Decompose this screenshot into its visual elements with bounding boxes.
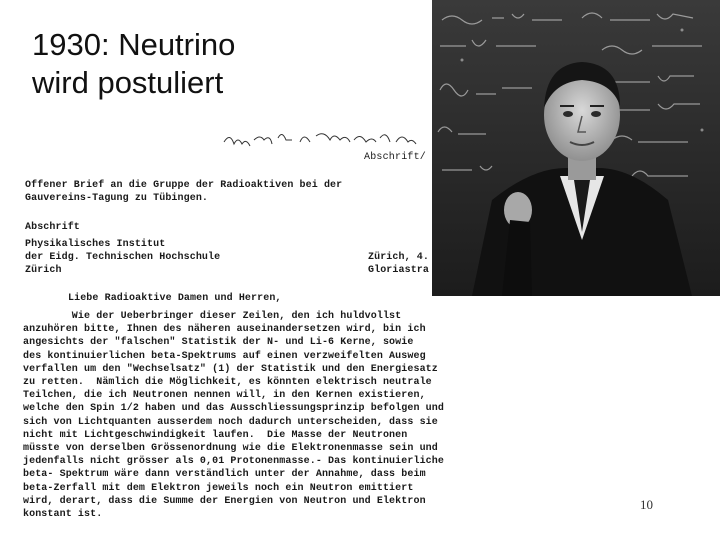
portrait-photo (432, 0, 720, 296)
letter-salutation: Liebe Radioaktive Damen und Herren, (68, 293, 282, 304)
slide-title (32, 26, 362, 102)
slide-title-line-1: 1930: Neutrino (32, 27, 236, 62)
page-number: 10 (640, 497, 653, 512)
slide-title-line-2: wird postuliert (32, 65, 224, 100)
letter-institute-address: Physikalisches Institut der Eidg. Technischen Hochschule Zürich (25, 239, 221, 276)
letter-document (0, 124, 470, 534)
letter-place-date: Zürich, 4. Gloriastra (368, 252, 430, 276)
letter-header: Offener Brief an die Gruppe der Radioaktiven bei der Gauvereins-Tagung zu Tübingen. (25, 180, 343, 204)
letter-body: Wie der Ueberbringer dieser Zeilen, den ich huldvollst anzuhören bitte, Ihnen des näheren auseinandersetzen wird, bin ich angesichts der "falschen" Statistik der N- und Li-6 Kerne, sowie des kontinuierlichen beta-Spektrums auf einen verzweifelten Ausweg verfallen um den "Wechselsatz" (1) der Statistik und den Energiesatz zu retten. Nämlich die Möglichkeit, es könnten elektrisch neutrale Teilchen, die ich Neutronen nennen will, in den Kernen existieren, welche den Spin 1/2 haben und das Ausschliessungsprinzip befolgen und sich von Lichtquanten ausserdem noch dadurch unterscheiden, dass sie nicht mit Lichtgeschwindigkeit laufen. Die Masse der Neutronen müsste von derselben Grössenordnung wie die Elektronenmasse sein und jedenfalls nicht grösser als 0,01 Protonenmasse.- Das kontinuierliche beta- Spektrum wäre dann verständlich unter der Annahme, dass beim beta-Zerfall mit dem Elektron jeweils noch ein Neutron emittiert wird, derart, dass die Summe der Energien von Neutron und Elektron konstant ist. (23, 311, 444, 521)
photo-icon (432, 0, 720, 296)
abschrift-top-label: Abschrift/ (364, 152, 427, 163)
handwritten-signature-icon (220, 128, 420, 150)
letter-abschrift-label: Abschrift (25, 222, 80, 233)
